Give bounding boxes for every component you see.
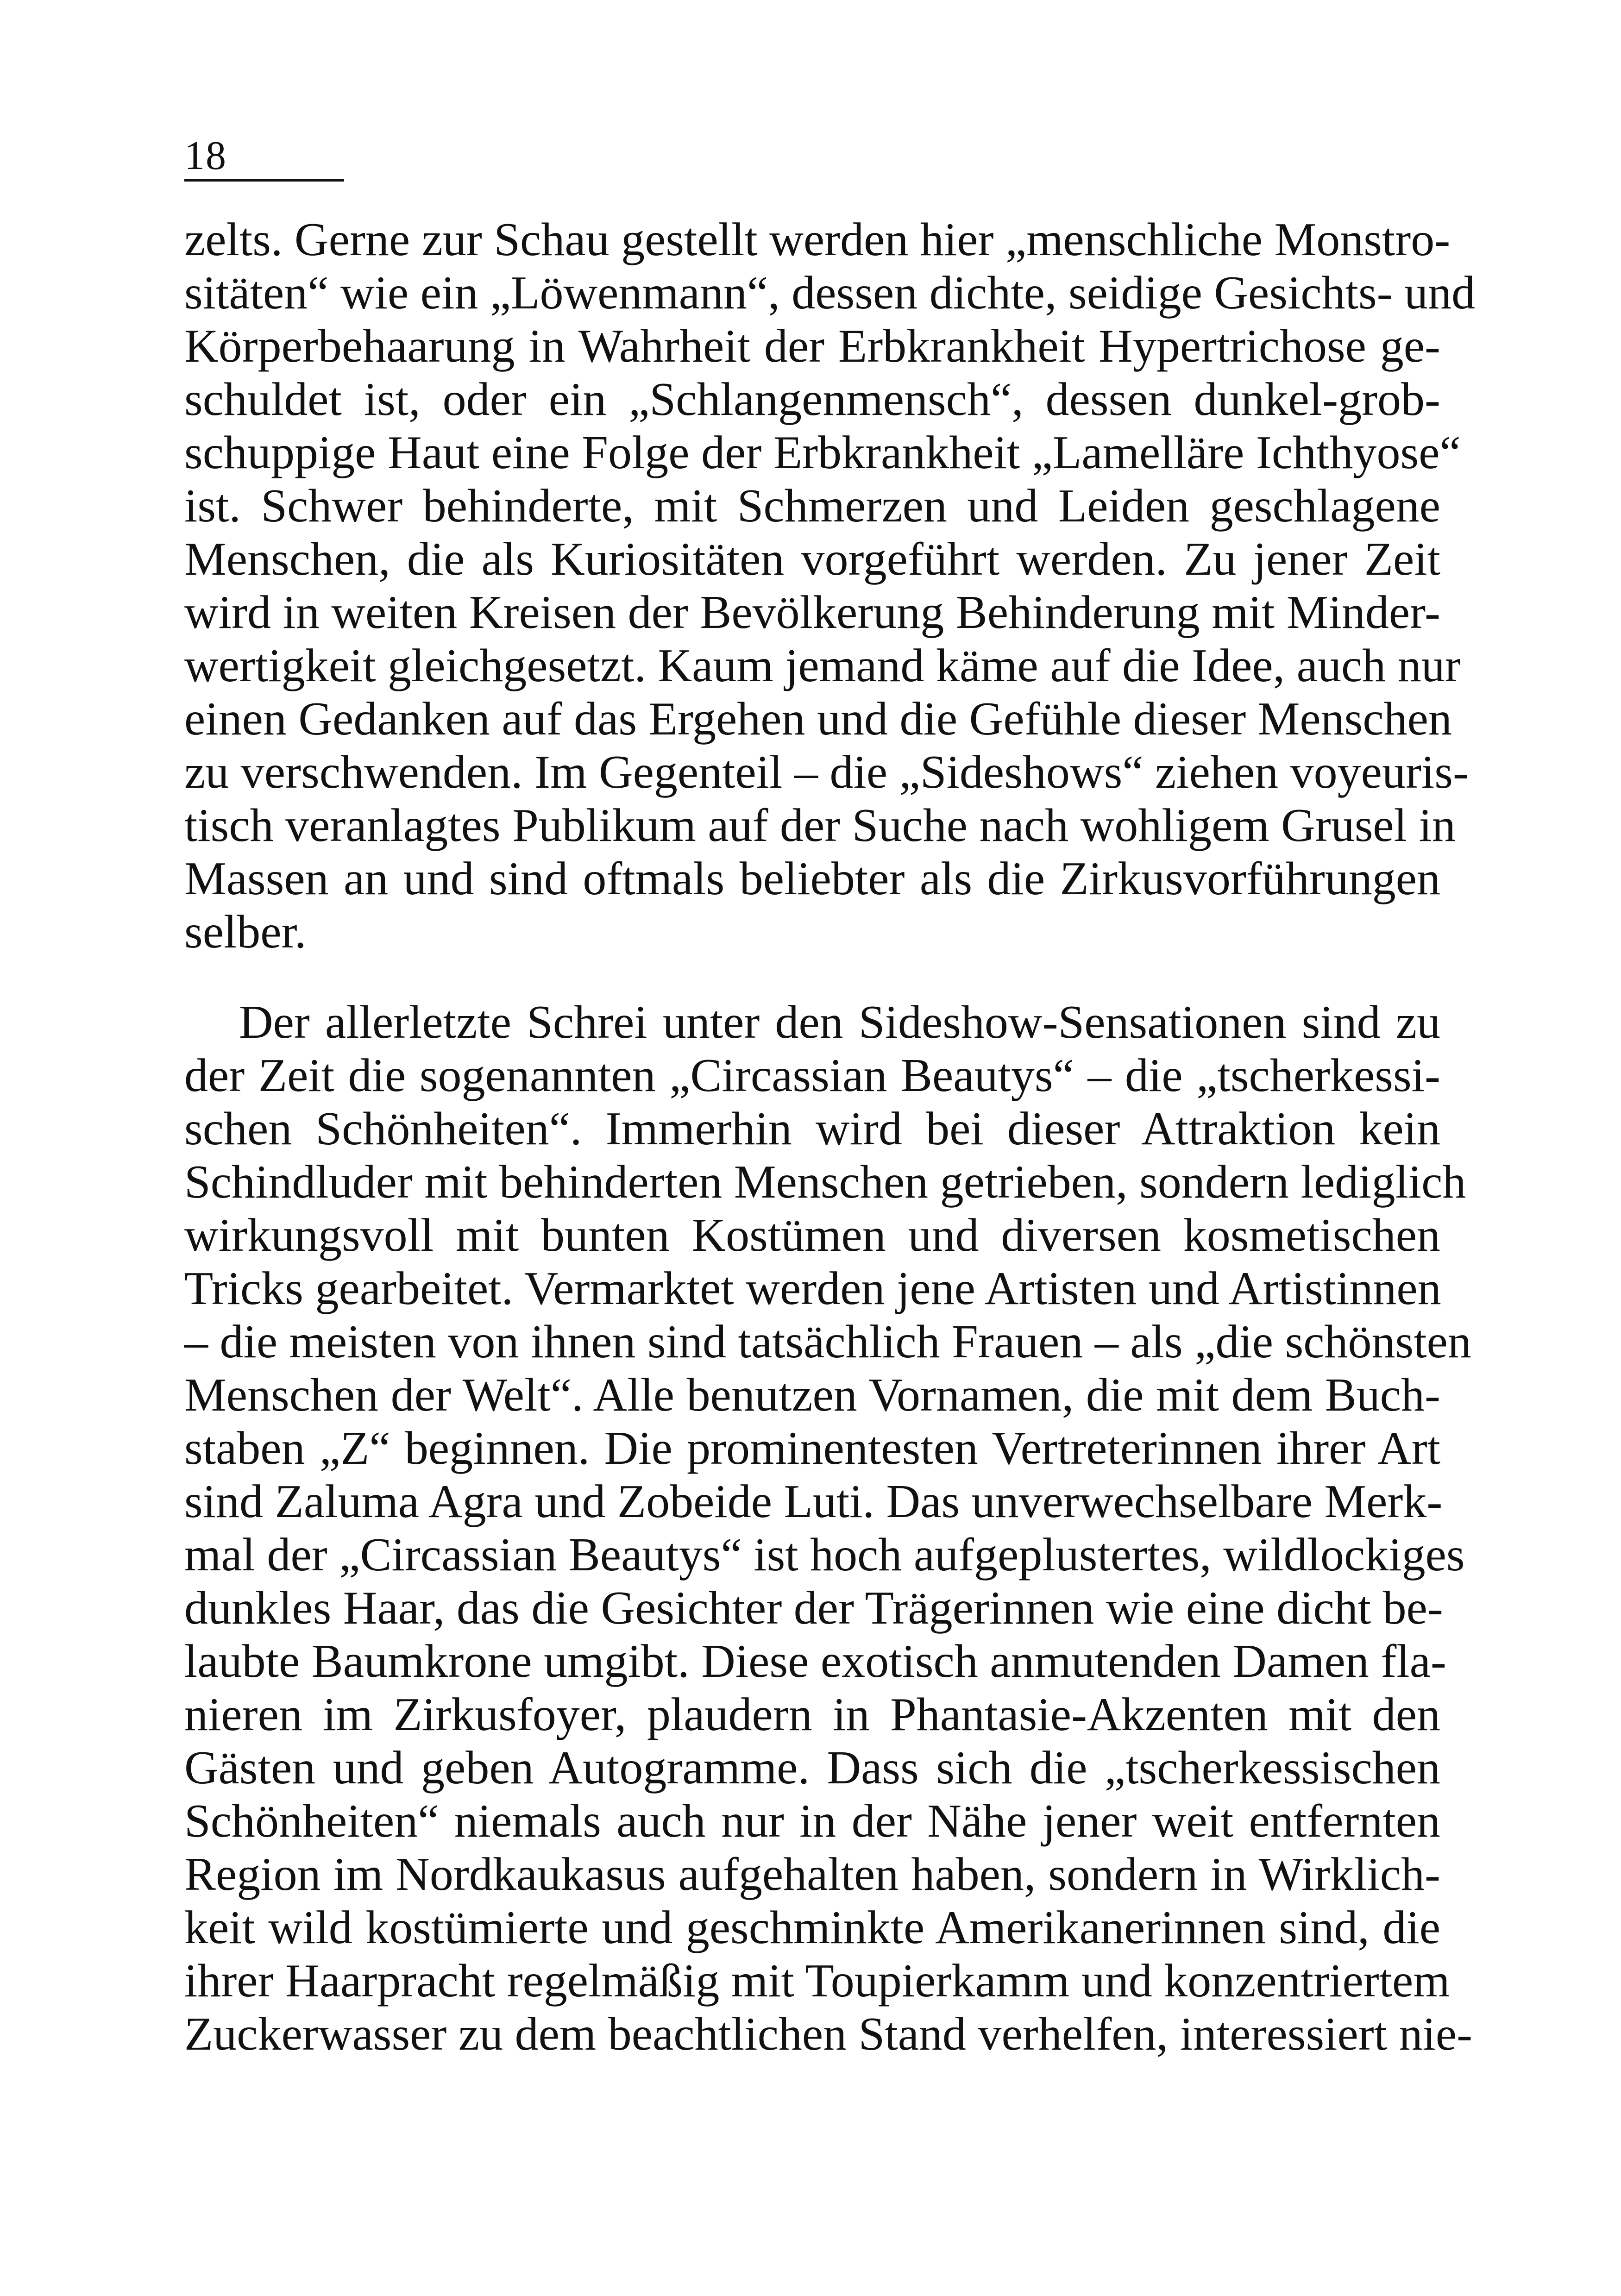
text-line: schen Schönheiten“. Immerhin wird bei dieser Attraktion kein <box>184 1103 1440 1155</box>
text-line: wird in weiten Kreisen der Bevölkerung Behinderung mit Minder- <box>184 586 1440 639</box>
text-line: nieren im Zirkusfoyer, plaudern in Phantasie-Akzenten mit den <box>184 1688 1440 1741</box>
text-line: staben „Z“ beginnen. Die prominentesten Vertreterinnen ihrer Art <box>184 1422 1440 1474</box>
page-header <box>184 131 344 182</box>
text-line: selber. <box>184 906 307 958</box>
paragraph <box>184 213 1476 959</box>
paragraph-gap <box>184 959 1440 996</box>
text-line: keit wild kostümierte und geschminkte Amerikanerinnen sind, die <box>184 1901 1440 1954</box>
text-line: Schönheiten“ niemals auch nur in der Nähe jener weit entfernten <box>184 1795 1440 1847</box>
text-line: zu verschwenden. Im Gegenteil – die „Sideshows“ ziehen voyeuris- <box>184 746 1469 798</box>
text-line: schuldet ist, oder ein „Schlangenmensch“, dessen dunkel-grob- <box>184 373 1440 426</box>
text-line: der Zeit die sogenannten „Circassian Beautys“ – die „tscherkessi- <box>184 1049 1440 1102</box>
text-line: Körperbehaarung in Wahrheit der Erbkrankheit Hypertrichose ge- <box>184 320 1440 372</box>
text-line: Region im Nordkaukasus aufgehalten haben, sondern in Wirklich- <box>184 1848 1440 1901</box>
text-line: mal der „Circassian Beautys“ ist hoch aufgeplustertes, wildlockiges <box>184 1529 1465 1581</box>
text-line: sitäten“ wie ein „Löwenmann“, dessen dichte, seidige Gesichts- und <box>184 267 1476 319</box>
text-line: schuppige Haut eine Folge der Erbkrankheit „Lamelläre Ichthyose“ <box>184 427 1461 479</box>
paragraph <box>184 996 1473 2061</box>
text-line: sind Zaluma Agra und Zobeide Luti. Das unverwechselbare Merk- <box>184 1475 1443 1528</box>
text-line: laubte Baumkrone umgibt. Diese exotisch anmutenden Damen fla- <box>184 1635 1446 1687</box>
page-number: 18 <box>184 133 227 178</box>
text-line: tisch veranlagtes Publikum auf der Suche nach wohligem Grusel in <box>184 799 1456 852</box>
text-line: – die meisten von ihnen sind tatsächlich Frauen – als „die schönsten <box>184 1316 1471 1368</box>
text-line: einen Gedanken auf das Ergehen und die Gefühle dieser Menschen <box>184 693 1452 745</box>
text-line: wertigkeit gleichgesetzt. Kaum jemand käme auf die Idee, auch nur <box>184 640 1461 692</box>
text-line: Der allerletzte Schrei unter den Sideshow-Sensationen sind zu <box>239 996 1440 1048</box>
text-line: Menschen der Welt“. Alle benutzen Vornamen, die mit dem Buch- <box>184 1369 1440 1421</box>
text-line: Massen an und sind oftmals beliebter als die Zirkusvorführungen <box>184 853 1440 905</box>
text-line: ihrer Haarpracht regelmäßig mit Toupierkamm und konzentriertem <box>184 1955 1450 2007</box>
text-line: zelts. Gerne zur Schau gestellt werden hier „menschliche Monstro- <box>184 213 1451 266</box>
text-line: Tricks gearbeitet. Vermarktet werden jene Artisten und Artistinnen <box>184 1262 1441 1315</box>
text-line: Schindluder mit behinderten Menschen getrieben, sondern lediglich <box>184 1156 1466 1208</box>
text-line: wirkungsvoll mit bunten Kostümen und diversen kosmetischen <box>184 1209 1440 1261</box>
text-line: ist. Schwer behinderte, mit Schmerzen und Leiden geschlagene <box>184 480 1440 532</box>
text-line: Gästen und geben Autogramme. Dass sich die „tscherkessischen <box>184 1742 1440 1794</box>
text-line: dunkles Haar, das die Gesichter der Trägerinnen wie eine dicht be- <box>184 1582 1443 1634</box>
text-line: Zuckerwasser zu dem beachtlichen Stand verhelfen, interessiert nie- <box>184 2008 1473 2060</box>
text-line: Menschen, die als Kuriositäten vorgeführt werden. Zu jener Zeit <box>184 533 1440 585</box>
body-text <box>184 213 1476 2061</box>
